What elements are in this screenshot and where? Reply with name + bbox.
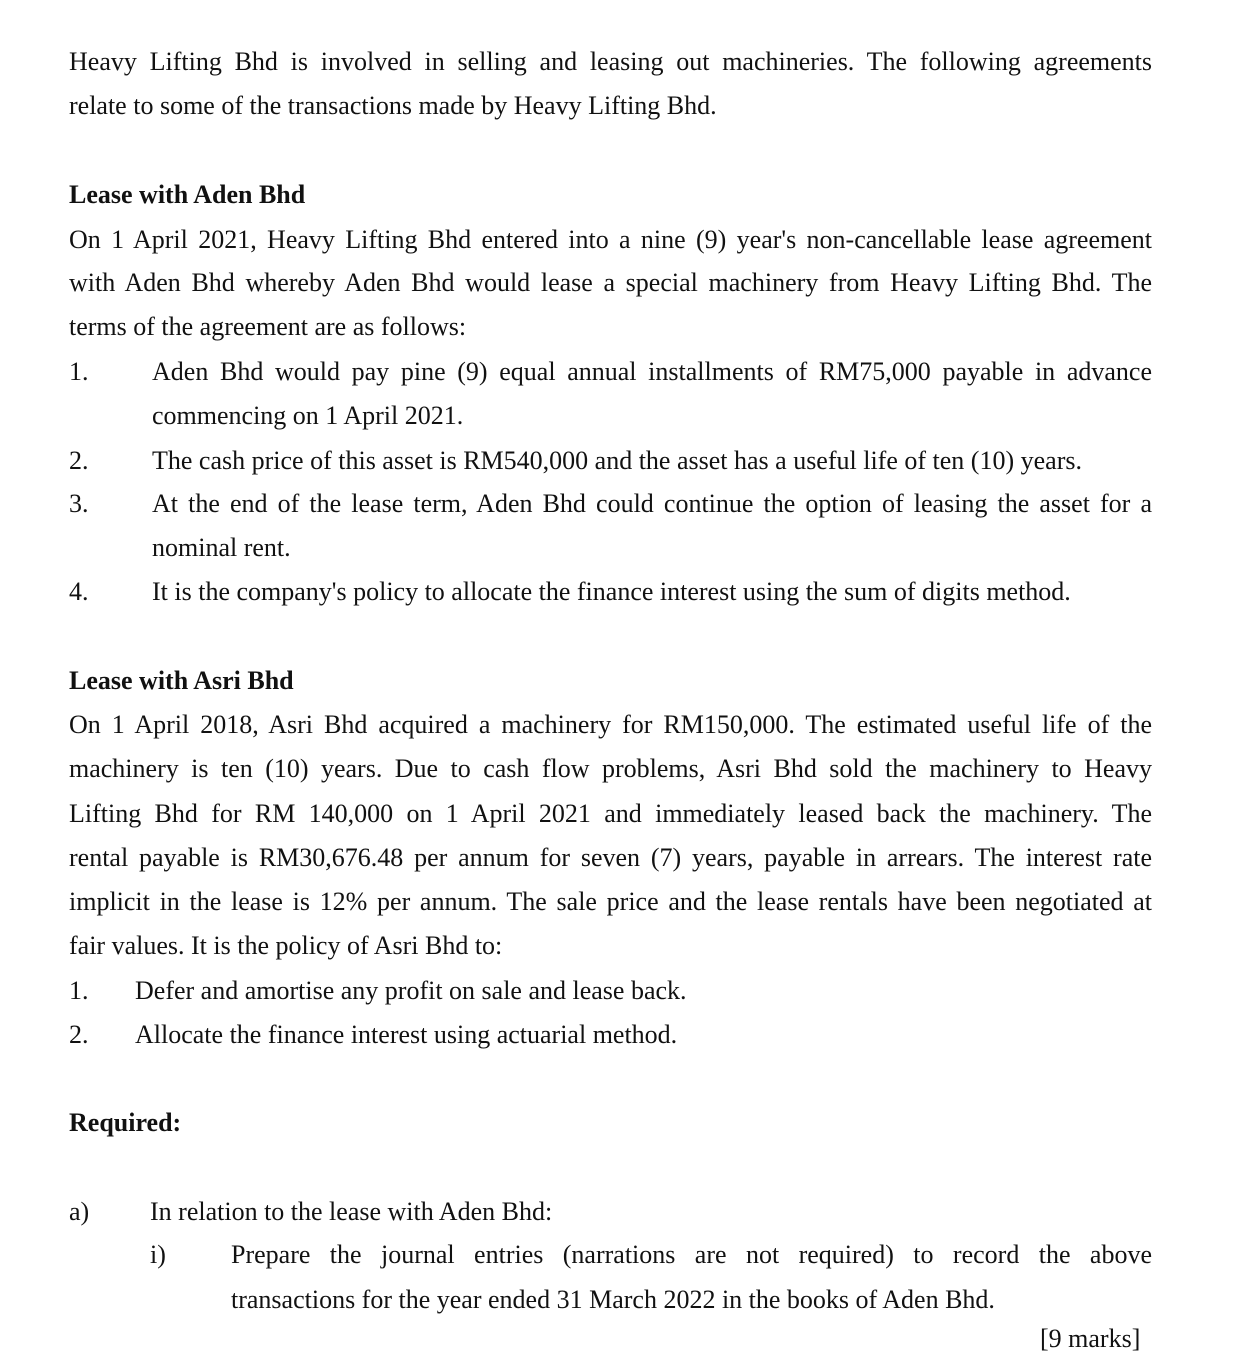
asri-paragraph-line-3: Lifting Bhd for RM 140,000 on 1 April 2021 and immediately leased back the machinery. The [69,799,1152,828]
aden-paragraph-line-3: terms of the agreement are as follows: [69,312,467,341]
required-heading: Required: [69,1108,182,1137]
aden-item-1-line-2: commencing on 1 April 2021. [152,401,464,430]
asri-heading: Lease with Asri Bhd [69,666,294,695]
aden-paragraph-line-2: with Aden Bhd whereby Aden Bhd would lease a special machinery from Heavy Lifting Bhd. The [69,268,1152,297]
question-a-label: a) [69,1197,90,1226]
question-a-i-line-2: transactions for the year ended 31 March 2022 in the books of Aden Bhd. [231,1285,995,1314]
aden-item-2-number: 2. [69,446,89,475]
aden-item-3-line-1: At the end of the lease term, Aden Bhd could continue the option of leasing the asset for a [152,489,1152,518]
aden-item-1-number: 1. [69,357,89,386]
question-a-text: In relation to the lease with Aden Bhd: [150,1197,553,1226]
aden-item-3-line-2: nominal rent. [152,533,291,562]
intro-line-1: Heavy Lifting Bhd is involved in selling and leasing out machineries. The following agreements [69,47,1152,76]
asri-item-2-text: Allocate the finance interest using actuarial method. [135,1020,678,1049]
asri-paragraph-line-1: On 1 April 2018, Asri Bhd acquired a machinery for RM150,000. The estimated useful life of the [69,710,1152,739]
asri-paragraph-line-4: rental payable is RM30,676.48 per annum for seven (7) years, payable in arrears. The interest rate [69,843,1152,872]
question-a-i-label: i) [150,1240,166,1269]
aden-item-4-number: 4. [69,577,89,606]
question-a-i-line-1: Prepare the journal entries (narrations are not required) to record the above [231,1240,1152,1269]
aden-item-4-line-1: It is the company's policy to allocate the finance interest using the sum of digits method. [152,577,1071,606]
asri-item-1-number: 1. [69,976,89,1005]
asri-paragraph-line-2: machinery is ten (10) years. Due to cash flow problems, Asri Bhd sold the machinery to Heavy [69,754,1152,783]
marks-clipped [1040,1324,1160,1353]
asri-paragraph-line-6: fair values. It is the policy of Asri Bhd to: [69,931,503,960]
aden-paragraph-line-1: On 1 April 2021, Heavy Lifting Bhd entered into a nine (9) year's non-cancellable lease agreement [69,225,1152,254]
marks-text: [9 marks] [1040,1324,1141,1353]
aden-heading: Lease with Aden Bhd [69,180,306,209]
intro-line-2: relate to some of the transactions made by Heavy Lifting Bhd. [69,91,717,120]
asri-paragraph-line-5: implicit in the lease is 12% per annum. The sale price and the lease rentals have been negotiated at [69,887,1152,916]
aden-item-2-line-1: The cash price of this asset is RM540,000 and the asset has a useful life of ten (10) years. [152,446,1082,475]
aden-item-1-line-1: Aden Bhd would pay pine (9) equal annual installments of RM75,000 payable in advance [152,357,1152,386]
aden-item-3-number: 3. [69,489,89,518]
asri-item-1-text: Defer and amortise any profit on sale and lease back. [135,976,687,1005]
asri-item-2-number: 2. [69,1020,89,1049]
